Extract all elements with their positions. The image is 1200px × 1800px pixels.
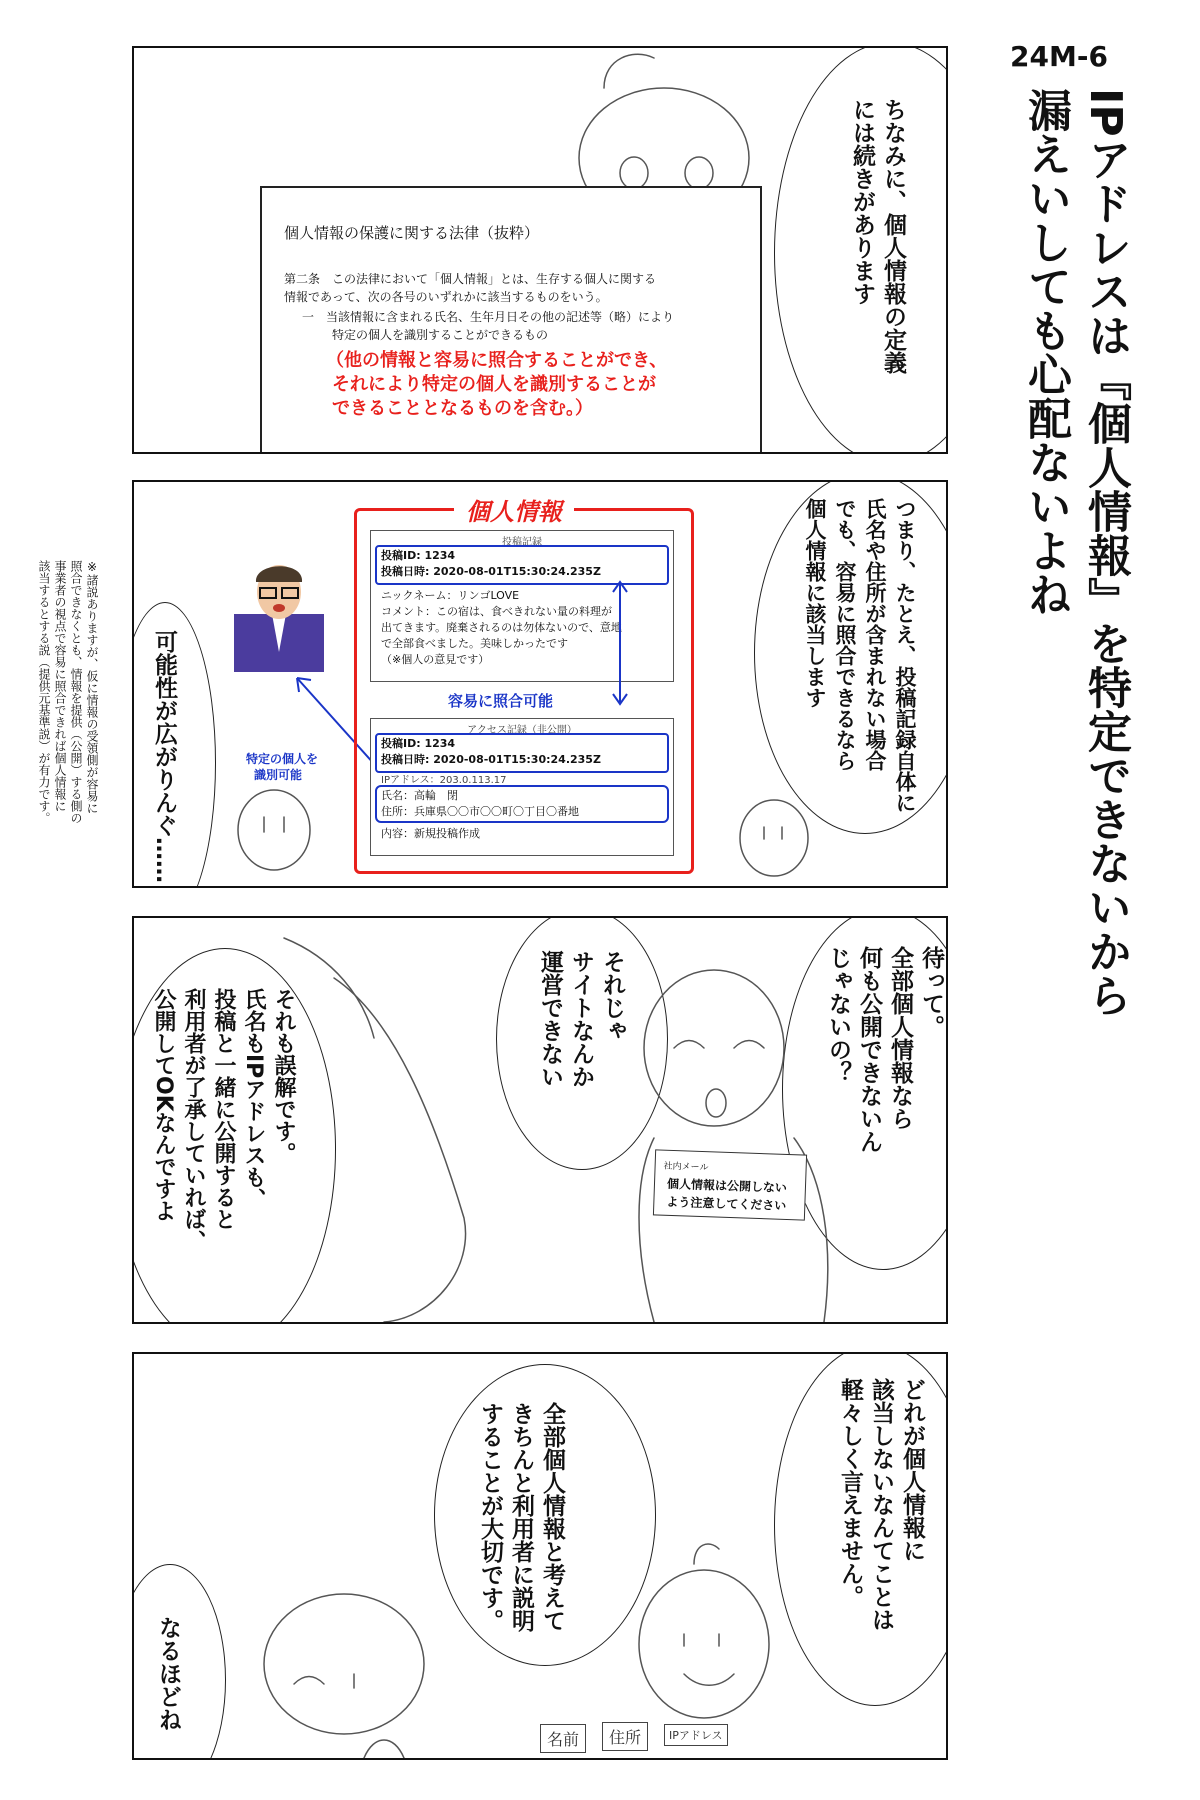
tag-ip: IPアドレス — [664, 1724, 728, 1746]
speech-text-p2-right: つまり、たとえ、投稿記録自体に 氏名や住所が含まれない場合 でも、容易に照合できるなら 個人情報に該当します — [803, 498, 917, 813]
personal-info-title: 個人情報 — [454, 492, 574, 527]
identify-label-line1: 特定の個人を — [246, 752, 319, 766]
speech-text-p3-middle: それじゃ サイトなんか 運営できない — [537, 950, 625, 1088]
memo-header: 社内メール — [663, 1161, 709, 1174]
post-nickname: ニックネーム：リンゴLOVE — [381, 589, 520, 602]
access-post-datetime: 投稿日時: 2020-08-01T15:30:24.235Z — [381, 753, 601, 766]
law-highlight-line1: （他の情報と容易に照合することができ、 — [326, 350, 668, 371]
law-document — [260, 186, 762, 454]
speech-text-p4-right: どれが個人情報に 該当しないなんてことは 軽々しく言えません。 — [837, 1378, 925, 1631]
match-arrow — [610, 578, 630, 708]
footnote: ※諸説ありますが、仮に情報の受領側が容易に 照合できなくとも、情報を提供（公開）する側の 事業者の視点で容易に照合できれば個人情報に 該当するとする説（提供元基準説）が有力です。 — [37, 560, 99, 824]
panel-2 — [132, 480, 948, 888]
law-article-line1: 第二条 この法律において「個人情報」とは、生存する個人に関する — [284, 272, 657, 286]
access-address: 住所：兵庫県〇〇市〇〇町〇丁目〇番地 — [381, 805, 579, 818]
law-highlight-line3: できることとなるものを含む。） — [332, 398, 593, 419]
page-title-line1: IPアドレスは『個人情報』を特定できないから — [1080, 88, 1131, 1017]
law-item-line2: 特定の個人を識別することができるもの — [332, 328, 549, 342]
page-code: 24M-6 — [1010, 40, 1108, 73]
access-post-id: 投稿ID: 1234 — [381, 737, 456, 750]
speech-text-p2-left: 可能性が広がりんぐ…… — [151, 630, 177, 883]
access-record-header: アクセス記録（非公開） — [467, 725, 577, 736]
law-item-line1: 一 当該情報に含まれる氏名、生年月日その他の記述等（略）により — [302, 310, 675, 324]
panel-4 — [132, 1352, 948, 1760]
memo-line1: 個人情報は公開しない — [666, 1176, 788, 1195]
law-title: 個人情報の保護に関する法律（抜粋） — [284, 224, 540, 242]
post-comment-2: 出てきます。廃棄されるのは勿体ないので、意地 — [381, 621, 622, 634]
post-comment-4: （※個人の意見です） — [381, 653, 490, 666]
memo-sign — [653, 1149, 807, 1220]
page-title-line2: 漏えいしても心配ないよね — [1020, 88, 1071, 616]
post-id: 投稿ID: 1234 — [381, 549, 456, 562]
access-content: 内容：新規投稿作成 — [381, 827, 480, 840]
tag-address: 住所 — [602, 1722, 648, 1751]
panel-1 — [132, 46, 948, 454]
post-datetime: 投稿日時: 2020-08-01T15:30:24.235Z — [381, 565, 601, 578]
speech-text-p3-left: それも誤解です。 氏名もIPアドレスも、 投稿と一緒に公開すると 利用者が了承していれば、 公開してOKなんですよ — [151, 988, 296, 1252]
speech-text-p1: ちなみに、個人情報の定義 には続きがあります — [849, 98, 906, 374]
post-record-header: 投稿記録 — [502, 537, 542, 548]
law-article-line2: 情報であって、次の各号のいずれかに該当するものをいう。 — [284, 290, 608, 304]
memo-line2: よう注意してください — [666, 1194, 787, 1213]
access-name: 氏名：高輪 閉 — [381, 789, 458, 802]
access-ip: IPアドレス：203.0.113.17 — [381, 775, 507, 786]
law-highlight-line2: それにより特定の個人を識別することが — [332, 374, 656, 395]
match-label: 容易に照合可能 — [448, 692, 554, 710]
access-record-card — [370, 718, 674, 856]
speech-text-p3-right: 待って。 全部個人情報なら 何も公開できないん じゃないの？ — [825, 946, 944, 1153]
post-comment-3: で全部食べました。美味しかったです — [381, 637, 568, 650]
avatar-illustration — [234, 552, 324, 672]
post-comment-1: コメント：この宿は、食べきれない量の料理が — [381, 605, 612, 618]
speech-text-p4-left: なるほどね — [155, 1616, 181, 1731]
panel-3 — [132, 916, 948, 1324]
tag-name: 名前 — [540, 1724, 586, 1753]
speech-text-p4-middle: 全部個人情報と考えて きちんと利用者に説明 することが大切です。 — [477, 1402, 565, 1632]
identify-label-line2: 識別可能 — [254, 768, 303, 782]
